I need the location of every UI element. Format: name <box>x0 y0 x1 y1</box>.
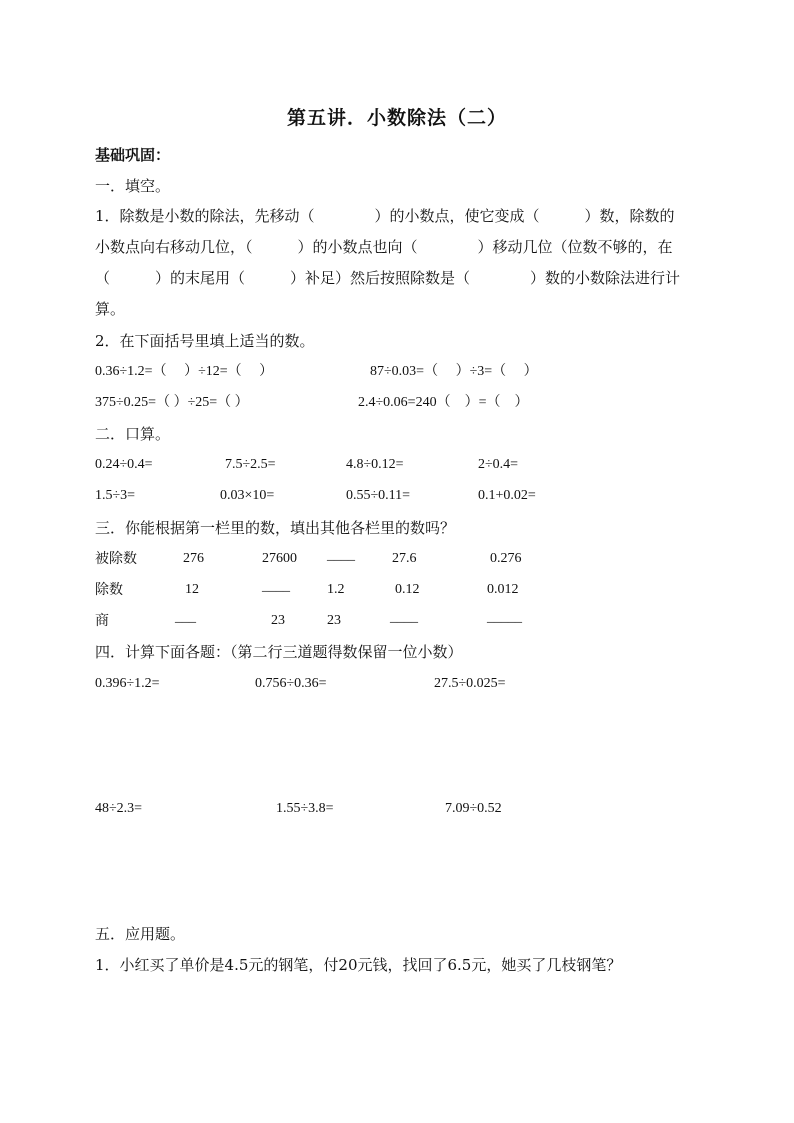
oral-1-3: 4.8÷0.12= <box>346 457 404 472</box>
table-cell: 0.12 <box>395 582 420 597</box>
calc-2-1: 48÷2.3= <box>95 801 143 816</box>
table-cell: 27.6 <box>392 551 417 566</box>
q4-heading: 四．计算下面各题：（第二行三道题得数保留一位小数） <box>95 643 463 661</box>
oral-1-4: 2÷0.4= <box>478 457 519 472</box>
table-cell: 1.2 <box>327 582 345 597</box>
fill-2b: 2.4÷0.06=240（ ）=（ ） <box>358 395 529 410</box>
page-title: 第五讲．小数除法（二） <box>286 107 507 129</box>
table-blank: ____ <box>390 610 418 625</box>
oral-2-2: 0.03×10= <box>220 488 275 503</box>
table-cell: 0.012 <box>487 582 519 597</box>
table-blank: ____ <box>327 548 355 563</box>
table-blank: _____ <box>487 610 522 625</box>
fill-2a: 375÷0.25=（ ）÷25=（ ） <box>95 395 249 410</box>
oral-2-1: 1.5÷3= <box>95 488 136 503</box>
oral-2-4: 0.1+0.02= <box>478 488 536 503</box>
oral-1-1: 0.24÷0.4= <box>95 457 153 472</box>
table-cell: 23 <box>271 613 285 628</box>
q1-item1-line1: 1．除数是小数的除法，先移动（ ）的小数点，使它变成（ ）数，除数的 <box>95 207 675 225</box>
calc-1-3: 27.5÷0.025= <box>434 676 506 691</box>
q2-heading: 二．口算。 <box>95 425 171 443</box>
calc-1-2: 0.756÷0.36= <box>255 676 327 691</box>
q5-item1: 1．小红买了单价是4.5元的钢笔，付20元钱，找回了6.5元，她买了几枝钢笔？ <box>95 956 622 974</box>
calc-1-1: 0.396÷1.2= <box>95 676 160 691</box>
fill-1a: 0.36÷1.2=（ ）÷12=（ ） <box>95 364 274 379</box>
calc-2-3: 7.09÷0.52 <box>445 801 502 816</box>
table-cell: 23 <box>327 613 341 628</box>
table-label-quotient: 商 <box>95 613 109 629</box>
q5-heading: 五．应用题。 <box>95 925 186 943</box>
table-cell: 12 <box>185 582 199 597</box>
table-cell: 0.276 <box>490 551 522 566</box>
q1-item1-line2: 小数点向右移动几位，（ ）的小数点也向（ ）移动几位（位数不够的，在 <box>95 238 673 256</box>
oral-1-2: 7.5÷2.5= <box>225 457 276 472</box>
table-cell: 27600 <box>262 551 297 566</box>
table-label-dividend: 被除数 <box>95 551 137 567</box>
section-basic-heading: 基础巩固： <box>95 146 171 164</box>
table-blank: ___ <box>175 610 196 625</box>
table-cell: 276 <box>183 551 204 566</box>
q1-item1-line3: （ ）的末尾用（ ）补足）然后按照除数是（ ）数的小数除法进行计 <box>95 269 681 287</box>
q1-heading: 一．填空。 <box>95 177 171 195</box>
oral-2-3: 0.55÷0.11= <box>346 488 411 503</box>
calc-2-2: 1.55÷3.8= <box>276 801 334 816</box>
table-blank: ____ <box>262 579 290 594</box>
q1-item1-line4: 算。 <box>95 300 126 318</box>
q3-heading: 三．你能根据第一栏里的数，填出其他各栏里的数吗？ <box>95 519 456 537</box>
fill-1b: 87÷0.03=（ ）÷3=（ ） <box>370 364 538 379</box>
table-label-divisor: 除数 <box>95 582 123 598</box>
q1-item2: 2．在下面括号里填上适当的数。 <box>95 332 315 350</box>
